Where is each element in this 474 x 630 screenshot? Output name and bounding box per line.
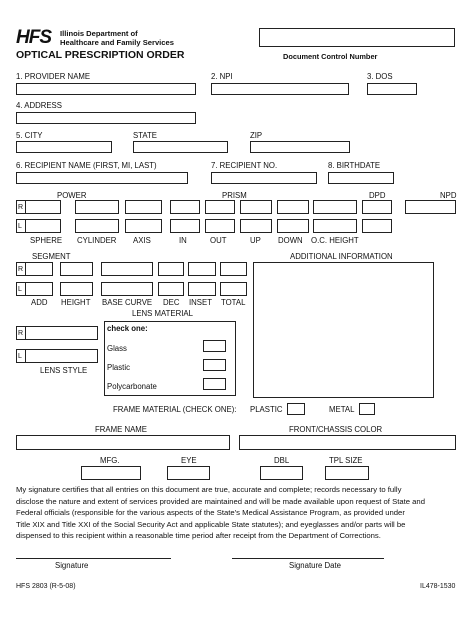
certification-statement	[16, 484, 436, 542]
npd-input[interactable]	[405, 200, 456, 214]
tpl-size-input[interactable]	[325, 466, 369, 480]
birthdate-label: 8. BIRTHDATE	[328, 161, 381, 170]
frame-plastic-checkbox[interactable]	[287, 403, 305, 415]
segment-label: SEGMENT	[32, 252, 71, 261]
certification-line-5: dispensed to this recipient within a reasonable time period after receipt from the Department of Corrections.	[16, 531, 381, 541]
total-left-input[interactable]	[220, 282, 247, 296]
birthdate-input[interactable]	[328, 172, 394, 184]
check-one-label: check one:	[107, 324, 148, 333]
certification-line-3: Federal officials (responsible for the various aspects of the State's Medical Assistance Program, as provided under	[16, 508, 405, 518]
prism-label: PRISM	[222, 191, 247, 200]
dbl-input[interactable]	[260, 466, 303, 480]
eye-label: EYE	[181, 456, 197, 465]
plastic-option-label: Plastic	[107, 363, 130, 372]
address-label: 4. ADDRESS	[16, 101, 62, 110]
total-right-input[interactable]	[220, 262, 247, 276]
base-curve-right-input[interactable]	[101, 262, 153, 276]
total-label: TOTAL	[221, 298, 246, 307]
tpl-size-label: TPL SIZE	[329, 456, 363, 465]
rx-left-eye-letter: L	[18, 223, 22, 230]
height-label: HEIGHT	[61, 298, 91, 307]
lens-style-left-eye-letter: L	[18, 353, 22, 360]
frame-plastic-label: PLASTIC	[250, 405, 283, 414]
signature-date-label: Signature Date	[289, 561, 342, 570]
power-label: POWER	[57, 191, 87, 200]
axis-left-input[interactable]	[125, 219, 162, 233]
prism-down-left-input[interactable]	[277, 219, 309, 233]
plastic-lens-checkbox[interactable]	[203, 359, 226, 371]
lens-style-label: LENS STYLE	[40, 366, 88, 375]
certification-line-4: Title XIX and Title XXI of the Social Security Act and applicable State statutes); and eyeglasses and/or parts will be	[16, 519, 406, 529]
recipient-name-label: 6. RECIPIENT NAME (FIRST, MI, LAST)	[16, 161, 157, 170]
agency-logo: HFS	[16, 27, 51, 48]
sphere-label: SPHERE	[30, 236, 63, 245]
dos-input[interactable]	[367, 83, 417, 95]
eye-input[interactable]	[167, 466, 210, 480]
additional-info-textarea[interactable]	[253, 262, 434, 398]
height-right-input[interactable]	[60, 262, 93, 276]
dec-right-input[interactable]	[158, 262, 184, 276]
oc-height-label: O.C. HEIGHT	[311, 236, 359, 245]
axis-label: AXIS	[133, 236, 151, 245]
zip-input[interactable]	[250, 141, 350, 153]
state-input[interactable]	[133, 141, 228, 153]
cylinder-right-input[interactable]	[75, 200, 119, 214]
cylinder-left-input[interactable]	[75, 219, 119, 233]
city-input[interactable]	[16, 141, 112, 153]
lens-style-right-eye-letter: R	[18, 330, 24, 337]
prism-in-right-input[interactable]	[170, 200, 200, 214]
state-label: STATE	[133, 131, 157, 140]
add-left-input[interactable]	[25, 282, 53, 296]
segment-left-eye-letter: L	[18, 286, 22, 293]
oc-height-left-input[interactable]	[313, 219, 357, 233]
agency-name-line2: Healthcare and Family Services	[60, 38, 174, 47]
mfg-label: MFG.	[100, 456, 120, 465]
agency-name-line1: Illinois Department of	[60, 29, 138, 38]
document-control-number-label: Document Control Number	[283, 52, 378, 61]
up-label: UP	[250, 236, 261, 245]
prism-up-right-input[interactable]	[240, 200, 272, 214]
lens-style-right-input[interactable]	[25, 326, 98, 340]
cylinder-label: CYLINDER	[77, 236, 117, 245]
inset-right-input[interactable]	[188, 262, 216, 276]
dpd-left-input[interactable]	[362, 219, 392, 233]
lens-material-checkbox-group	[104, 321, 236, 396]
prism-out-left-input[interactable]	[205, 219, 235, 233]
npi-input[interactable]	[211, 83, 349, 95]
glass-option-label: Glass	[107, 344, 127, 353]
frame-name-input[interactable]	[16, 435, 230, 450]
zip-label: ZIP	[250, 131, 263, 140]
front-chassis-color-label: FRONT/CHASSIS COLOR	[289, 425, 383, 434]
frame-name-label: FRAME NAME	[95, 425, 147, 434]
recipient-name-input[interactable]	[16, 172, 188, 184]
dec-label: DEC	[163, 298, 180, 307]
add-label: ADD	[31, 298, 48, 307]
additional-info-label: ADDITIONAL INFORMATION	[290, 252, 393, 261]
glass-checkbox[interactable]	[203, 340, 226, 352]
dpd-label: DPD	[369, 191, 386, 200]
agency-name	[60, 29, 174, 47]
document-code: IL478-1530	[420, 583, 456, 590]
npd-label: NPD	[440, 191, 457, 200]
signature-label: Signature	[55, 561, 89, 570]
npi-label: 2. NPI	[211, 72, 233, 81]
dos-label: 3. DOS	[367, 72, 393, 81]
rx-right-eye-letter: R	[18, 204, 24, 211]
city-label: 5. CITY	[16, 131, 43, 140]
signature-date-line[interactable]	[232, 558, 384, 559]
inset-left-input[interactable]	[188, 282, 216, 296]
provider-name-input[interactable]	[16, 83, 196, 95]
prism-in-left-input[interactable]	[170, 219, 200, 233]
height-left-input[interactable]	[60, 282, 93, 296]
frame-metal-checkbox[interactable]	[359, 403, 375, 415]
base-curve-label: BASE CURVE	[102, 298, 153, 307]
provider-name-label: 1. PROVIDER NAME	[16, 72, 91, 81]
dec-left-input[interactable]	[158, 282, 184, 296]
down-label: DOWN	[278, 236, 303, 245]
lens-style-left-input[interactable]	[25, 349, 98, 363]
dbl-label: DBL	[274, 456, 290, 465]
dpd-right-input[interactable]	[362, 200, 392, 214]
inset-label: INSET	[189, 298, 212, 307]
prism-down-right-input[interactable]	[277, 200, 309, 214]
address-input[interactable]	[16, 112, 196, 124]
form-title: OPTICAL PRESCRIPTION ORDER	[16, 49, 185, 61]
out-label: OUT	[210, 236, 227, 245]
polycarbonate-checkbox[interactable]	[203, 378, 226, 390]
certification-line-1: My signature certifies that all entries on this document are true, accurate and complete; records necessary to fully	[16, 485, 402, 494]
front-chassis-color-input[interactable]	[239, 435, 456, 450]
in-label: IN	[179, 236, 187, 245]
segment-right-eye-letter: R	[18, 266, 24, 273]
prism-up-left-input[interactable]	[240, 219, 272, 233]
frame-metal-label: METAL	[329, 405, 355, 414]
prism-out-right-input[interactable]	[205, 200, 235, 214]
signature-line[interactable]	[16, 558, 171, 559]
lens-material-label: LENS MATERIAL	[132, 309, 193, 318]
sphere-left-input[interactable]	[25, 219, 61, 233]
mfg-input[interactable]	[81, 466, 141, 480]
axis-right-input[interactable]	[125, 200, 162, 214]
certification-line-2: disclose the nature and extent of services provided are maintained and will be made available upon request of State and	[16, 496, 425, 506]
polycarbonate-option-label: Polycarbonate	[107, 382, 157, 391]
add-right-input[interactable]	[25, 262, 53, 276]
recipient-number-label: 7. RECIPIENT NO.	[211, 161, 278, 170]
document-control-number-input[interactable]	[259, 28, 455, 47]
frame-material-label: FRAME MATERIAL (CHECK ONE):	[113, 405, 237, 414]
form-number: HFS 2803 (R-5-08)	[16, 583, 76, 590]
sphere-right-input[interactable]	[25, 200, 61, 214]
base-curve-left-input[interactable]	[101, 282, 153, 296]
oc-height-right-input[interactable]	[313, 200, 357, 214]
recipient-number-input[interactable]	[211, 172, 317, 184]
